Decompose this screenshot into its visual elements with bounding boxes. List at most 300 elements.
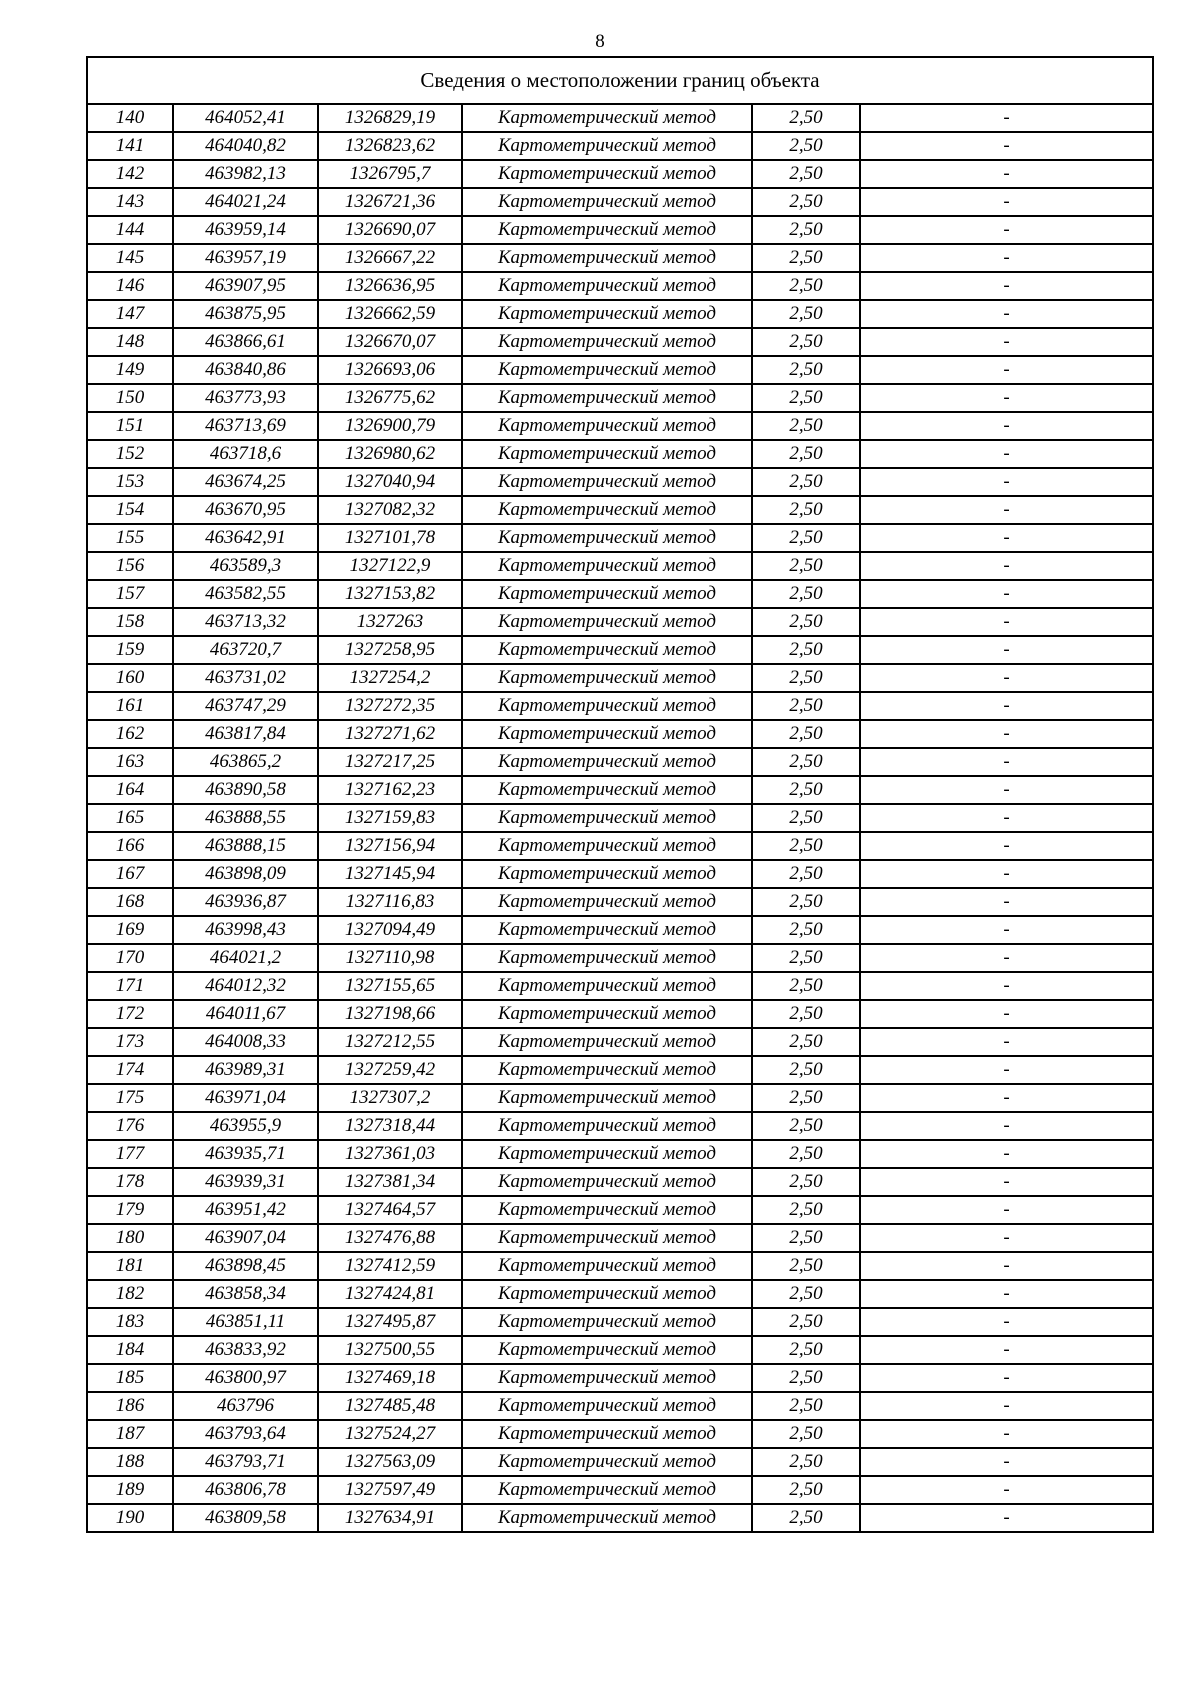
- description-cell: -: [860, 580, 1153, 608]
- table-row: [87, 1112, 1153, 1140]
- description-cell: -: [860, 1224, 1153, 1252]
- accuracy-cell: 2,50: [752, 1168, 860, 1196]
- accuracy-cell: 2,50: [752, 580, 860, 608]
- description-cell: -: [860, 776, 1153, 804]
- method-cell: Картометрический метод: [462, 1364, 752, 1392]
- point-number-cell: 164: [87, 776, 173, 804]
- description-cell: -: [860, 1252, 1153, 1280]
- accuracy-cell: 2,50: [752, 916, 860, 944]
- x-coordinate-cell: 463670,95: [173, 496, 318, 524]
- accuracy-cell: 2,50: [752, 776, 860, 804]
- x-coordinate-cell: 463998,43: [173, 916, 318, 944]
- table-row: [87, 188, 1153, 216]
- y-coordinate-cell: 1327381,34: [318, 1168, 462, 1196]
- table-title-row: [87, 57, 1153, 104]
- y-coordinate-cell: 1327424,81: [318, 1280, 462, 1308]
- method-cell: Картометрический метод: [462, 496, 752, 524]
- point-number-cell: 182: [87, 1280, 173, 1308]
- x-coordinate-cell: 463936,87: [173, 888, 318, 916]
- table-row: [87, 552, 1153, 580]
- table-row: [87, 804, 1153, 832]
- table-row: [87, 1420, 1153, 1448]
- description-cell: -: [860, 1112, 1153, 1140]
- method-cell: Картометрический метод: [462, 552, 752, 580]
- point-number-cell: 158: [87, 608, 173, 636]
- method-cell: Картометрический метод: [462, 748, 752, 776]
- table-row: [87, 720, 1153, 748]
- method-cell: Картометрический метод: [462, 1280, 752, 1308]
- method-cell: Картометрический метод: [462, 1028, 752, 1056]
- description-cell: -: [860, 664, 1153, 692]
- method-cell: Картометрический метод: [462, 916, 752, 944]
- method-cell: Картометрический метод: [462, 608, 752, 636]
- description-cell: -: [860, 1168, 1153, 1196]
- y-coordinate-cell: 1327500,55: [318, 1336, 462, 1364]
- accuracy-cell: 2,50: [752, 1140, 860, 1168]
- table-row: [87, 748, 1153, 776]
- y-coordinate-cell: 1327485,48: [318, 1392, 462, 1420]
- table-row: [87, 580, 1153, 608]
- x-coordinate-cell: 463971,04: [173, 1084, 318, 1112]
- method-cell: Картометрический метод: [462, 804, 752, 832]
- y-coordinate-cell: 1327217,25: [318, 748, 462, 776]
- description-cell: -: [860, 944, 1153, 972]
- method-cell: Картометрический метод: [462, 244, 752, 272]
- accuracy-cell: 2,50: [752, 1336, 860, 1364]
- accuracy-cell: 2,50: [752, 188, 860, 216]
- y-coordinate-cell: 1326693,06: [318, 356, 462, 384]
- accuracy-cell: 2,50: [752, 860, 860, 888]
- method-cell: Картометрический метод: [462, 1392, 752, 1420]
- accuracy-cell: 2,50: [752, 1420, 860, 1448]
- accuracy-cell: 2,50: [752, 832, 860, 860]
- accuracy-cell: 2,50: [752, 496, 860, 524]
- description-cell: -: [860, 888, 1153, 916]
- accuracy-cell: 2,50: [752, 1504, 860, 1532]
- x-coordinate-cell: 463982,13: [173, 160, 318, 188]
- point-number-cell: 174: [87, 1056, 173, 1084]
- point-number-cell: 154: [87, 496, 173, 524]
- y-coordinate-cell: 1327469,18: [318, 1364, 462, 1392]
- y-coordinate-cell: 1327094,49: [318, 916, 462, 944]
- point-number-cell: 168: [87, 888, 173, 916]
- description-cell: -: [860, 468, 1153, 496]
- table-row: [87, 496, 1153, 524]
- accuracy-cell: 2,50: [752, 216, 860, 244]
- accuracy-cell: 2,50: [752, 132, 860, 160]
- x-coordinate-cell: 463793,71: [173, 1448, 318, 1476]
- y-coordinate-cell: 1326690,07: [318, 216, 462, 244]
- point-number-cell: 161: [87, 692, 173, 720]
- y-coordinate-cell: 1327361,03: [318, 1140, 462, 1168]
- y-coordinate-cell: 1327263: [318, 608, 462, 636]
- table-row: [87, 328, 1153, 356]
- accuracy-cell: 2,50: [752, 1364, 860, 1392]
- accuracy-cell: 2,50: [752, 636, 860, 664]
- point-number-cell: 146: [87, 272, 173, 300]
- table-row: [87, 412, 1153, 440]
- description-cell: -: [860, 552, 1153, 580]
- method-cell: Картометрический метод: [462, 328, 752, 356]
- point-number-cell: 190: [87, 1504, 173, 1532]
- y-coordinate-cell: 1327155,65: [318, 972, 462, 1000]
- y-coordinate-cell: 1327145,94: [318, 860, 462, 888]
- table-title: Сведения о местоположении границ объекта: [87, 57, 1153, 104]
- method-cell: Картометрический метод: [462, 1420, 752, 1448]
- method-cell: Картометрический метод: [462, 1224, 752, 1252]
- method-cell: Картометрический метод: [462, 1168, 752, 1196]
- point-number-cell: 140: [87, 104, 173, 132]
- table-row: [87, 860, 1153, 888]
- accuracy-cell: 2,50: [752, 104, 860, 132]
- description-cell: -: [860, 608, 1153, 636]
- page-number: 8: [595, 31, 605, 52]
- x-coordinate-cell: 463890,58: [173, 776, 318, 804]
- accuracy-cell: 2,50: [752, 1112, 860, 1140]
- accuracy-cell: 2,50: [752, 804, 860, 832]
- description-cell: -: [860, 972, 1153, 1000]
- x-coordinate-cell: 463939,31: [173, 1168, 318, 1196]
- y-coordinate-cell: 1327082,32: [318, 496, 462, 524]
- method-cell: Картометрический метод: [462, 1000, 752, 1028]
- table-row: [87, 832, 1153, 860]
- method-cell: Картометрический метод: [462, 1476, 752, 1504]
- x-coordinate-cell: 463833,92: [173, 1336, 318, 1364]
- description-cell: -: [860, 692, 1153, 720]
- accuracy-cell: 2,50: [752, 468, 860, 496]
- accuracy-cell: 2,50: [752, 356, 860, 384]
- method-cell: Картометрический метод: [462, 888, 752, 916]
- description-cell: -: [860, 496, 1153, 524]
- accuracy-cell: 2,50: [752, 1224, 860, 1252]
- y-coordinate-cell: 1327159,83: [318, 804, 462, 832]
- point-number-cell: 157: [87, 580, 173, 608]
- y-coordinate-cell: 1327258,95: [318, 636, 462, 664]
- accuracy-cell: 2,50: [752, 1000, 860, 1028]
- table-body: [87, 57, 1153, 1532]
- accuracy-cell: 2,50: [752, 1196, 860, 1224]
- accuracy-cell: 2,50: [752, 244, 860, 272]
- x-coordinate-cell: 463747,29: [173, 692, 318, 720]
- method-cell: Картометрический метод: [462, 216, 752, 244]
- x-coordinate-cell: 463720,7: [173, 636, 318, 664]
- point-number-cell: 143: [87, 188, 173, 216]
- point-number-cell: 152: [87, 440, 173, 468]
- x-coordinate-cell: 463642,91: [173, 524, 318, 552]
- table-row: [87, 440, 1153, 468]
- description-cell: -: [860, 860, 1153, 888]
- point-number-cell: 144: [87, 216, 173, 244]
- method-cell: Картометрический метод: [462, 1504, 752, 1532]
- table-row: [87, 1448, 1153, 1476]
- table-row: [87, 1028, 1153, 1056]
- y-coordinate-cell: 1327153,82: [318, 580, 462, 608]
- y-coordinate-cell: 1327272,35: [318, 692, 462, 720]
- description-cell: -: [860, 272, 1153, 300]
- description-cell: -: [860, 188, 1153, 216]
- x-coordinate-cell: 463851,11: [173, 1308, 318, 1336]
- point-number-cell: 175: [87, 1084, 173, 1112]
- x-coordinate-cell: 463875,95: [173, 300, 318, 328]
- point-number-cell: 142: [87, 160, 173, 188]
- method-cell: Картометрический метод: [462, 188, 752, 216]
- x-coordinate-cell: 464021,2: [173, 944, 318, 972]
- description-cell: -: [860, 1336, 1153, 1364]
- accuracy-cell: 2,50: [752, 608, 860, 636]
- description-cell: -: [860, 160, 1153, 188]
- table-row: [87, 300, 1153, 328]
- accuracy-cell: 2,50: [752, 1084, 860, 1112]
- method-cell: Картометрический метод: [462, 524, 752, 552]
- method-cell: Картометрический метод: [462, 1196, 752, 1224]
- method-cell: Картометрический метод: [462, 384, 752, 412]
- description-cell: -: [860, 104, 1153, 132]
- description-cell: -: [860, 1280, 1153, 1308]
- y-coordinate-cell: 1326636,95: [318, 272, 462, 300]
- x-coordinate-cell: 463796: [173, 1392, 318, 1420]
- y-coordinate-cell: 1326662,59: [318, 300, 462, 328]
- y-coordinate-cell: 1327259,42: [318, 1056, 462, 1084]
- point-number-cell: 165: [87, 804, 173, 832]
- y-coordinate-cell: 1327212,55: [318, 1028, 462, 1056]
- x-coordinate-cell: 464021,24: [173, 188, 318, 216]
- table-row: [87, 1392, 1153, 1420]
- y-coordinate-cell: 1327563,09: [318, 1448, 462, 1476]
- point-number-cell: 170: [87, 944, 173, 972]
- accuracy-cell: 2,50: [752, 1392, 860, 1420]
- y-coordinate-cell: 1327495,87: [318, 1308, 462, 1336]
- accuracy-cell: 2,50: [752, 720, 860, 748]
- x-coordinate-cell: 463951,42: [173, 1196, 318, 1224]
- x-coordinate-cell: 463793,64: [173, 1420, 318, 1448]
- accuracy-cell: 2,50: [752, 692, 860, 720]
- x-coordinate-cell: 463713,69: [173, 412, 318, 440]
- description-cell: -: [860, 804, 1153, 832]
- description-cell: -: [860, 1308, 1153, 1336]
- point-number-cell: 178: [87, 1168, 173, 1196]
- x-coordinate-cell: 463773,93: [173, 384, 318, 412]
- y-coordinate-cell: 1327271,62: [318, 720, 462, 748]
- accuracy-cell: 2,50: [752, 664, 860, 692]
- table-row: [87, 160, 1153, 188]
- method-cell: Картометрический метод: [462, 776, 752, 804]
- point-number-cell: 167: [87, 860, 173, 888]
- x-coordinate-cell: 463582,55: [173, 580, 318, 608]
- table-row: [87, 1168, 1153, 1196]
- point-number-cell: 159: [87, 636, 173, 664]
- x-coordinate-cell: 463718,6: [173, 440, 318, 468]
- method-cell: Картометрический метод: [462, 1336, 752, 1364]
- table-row: [87, 776, 1153, 804]
- method-cell: Картометрический метод: [462, 1252, 752, 1280]
- x-coordinate-cell: 463865,2: [173, 748, 318, 776]
- x-coordinate-cell: 463959,14: [173, 216, 318, 244]
- accuracy-cell: 2,50: [752, 1280, 860, 1308]
- point-number-cell: 155: [87, 524, 173, 552]
- description-cell: -: [860, 1504, 1153, 1532]
- description-cell: -: [860, 1000, 1153, 1028]
- x-coordinate-cell: 463809,58: [173, 1504, 318, 1532]
- table-row: [87, 524, 1153, 552]
- y-coordinate-cell: 1327524,27: [318, 1420, 462, 1448]
- description-cell: -: [860, 328, 1153, 356]
- x-coordinate-cell: 463935,71: [173, 1140, 318, 1168]
- table-row: [87, 916, 1153, 944]
- description-cell: -: [860, 1476, 1153, 1504]
- x-coordinate-cell: 463898,45: [173, 1252, 318, 1280]
- description-cell: -: [860, 1140, 1153, 1168]
- y-coordinate-cell: 1326900,79: [318, 412, 462, 440]
- y-coordinate-cell: 1327198,66: [318, 1000, 462, 1028]
- table-row: [87, 1252, 1153, 1280]
- table-row: [87, 1280, 1153, 1308]
- table-row: [87, 1084, 1153, 1112]
- x-coordinate-cell: 463589,3: [173, 552, 318, 580]
- table-row: [87, 468, 1153, 496]
- boundary-table: [86, 56, 1154, 1533]
- x-coordinate-cell: 464052,41: [173, 104, 318, 132]
- table-row: [87, 132, 1153, 160]
- method-cell: Картометрический метод: [462, 1308, 752, 1336]
- y-coordinate-cell: 1327307,2: [318, 1084, 462, 1112]
- y-coordinate-cell: 1327412,59: [318, 1252, 462, 1280]
- accuracy-cell: 2,50: [752, 552, 860, 580]
- x-coordinate-cell: 464011,67: [173, 1000, 318, 1028]
- accuracy-cell: 2,50: [752, 888, 860, 916]
- accuracy-cell: 2,50: [752, 412, 860, 440]
- point-number-cell: 179: [87, 1196, 173, 1224]
- x-coordinate-cell: 463817,84: [173, 720, 318, 748]
- accuracy-cell: 2,50: [752, 972, 860, 1000]
- description-cell: -: [860, 412, 1153, 440]
- table-row: [87, 1140, 1153, 1168]
- description-cell: -: [860, 748, 1153, 776]
- accuracy-cell: 2,50: [752, 1056, 860, 1084]
- description-cell: -: [860, 916, 1153, 944]
- accuracy-cell: 2,50: [752, 384, 860, 412]
- table-row: [87, 1308, 1153, 1336]
- y-coordinate-cell: 1326667,22: [318, 244, 462, 272]
- x-coordinate-cell: 463955,9: [173, 1112, 318, 1140]
- x-coordinate-cell: 463907,95: [173, 272, 318, 300]
- method-cell: Картометрический метод: [462, 720, 752, 748]
- description-cell: -: [860, 1028, 1153, 1056]
- point-number-cell: 163: [87, 748, 173, 776]
- x-coordinate-cell: 463957,19: [173, 244, 318, 272]
- accuracy-cell: 2,50: [752, 748, 860, 776]
- point-number-cell: 156: [87, 552, 173, 580]
- accuracy-cell: 2,50: [752, 1028, 860, 1056]
- table-row: [87, 1476, 1153, 1504]
- method-cell: Картометрический метод: [462, 300, 752, 328]
- table-row: [87, 1364, 1153, 1392]
- x-coordinate-cell: 463731,02: [173, 664, 318, 692]
- accuracy-cell: 2,50: [752, 944, 860, 972]
- description-cell: -: [860, 832, 1153, 860]
- accuracy-cell: 2,50: [752, 160, 860, 188]
- point-number-cell: 180: [87, 1224, 173, 1252]
- point-number-cell: 151: [87, 412, 173, 440]
- method-cell: Картометрический метод: [462, 272, 752, 300]
- method-cell: Картометрический метод: [462, 664, 752, 692]
- description-cell: -: [860, 1196, 1153, 1224]
- point-number-cell: 169: [87, 916, 173, 944]
- method-cell: Картометрический метод: [462, 1140, 752, 1168]
- accuracy-cell: 2,50: [752, 300, 860, 328]
- method-cell: Картометрический метод: [462, 132, 752, 160]
- table-row: [87, 1056, 1153, 1084]
- point-number-cell: 171: [87, 972, 173, 1000]
- y-coordinate-cell: 1327476,88: [318, 1224, 462, 1252]
- description-cell: -: [860, 1364, 1153, 1392]
- point-number-cell: 153: [87, 468, 173, 496]
- method-cell: Картометрический метод: [462, 412, 752, 440]
- description-cell: -: [860, 216, 1153, 244]
- table-row: [87, 1224, 1153, 1252]
- table-row: [87, 944, 1153, 972]
- table-row: [87, 244, 1153, 272]
- y-coordinate-cell: 1326829,19: [318, 104, 462, 132]
- x-coordinate-cell: 463907,04: [173, 1224, 318, 1252]
- x-coordinate-cell: 463713,32: [173, 608, 318, 636]
- table-row: [87, 272, 1153, 300]
- point-number-cell: 189: [87, 1476, 173, 1504]
- point-number-cell: 187: [87, 1420, 173, 1448]
- y-coordinate-cell: 1327254,2: [318, 664, 462, 692]
- y-coordinate-cell: 1327040,94: [318, 468, 462, 496]
- y-coordinate-cell: 1327464,57: [318, 1196, 462, 1224]
- point-number-cell: 150: [87, 384, 173, 412]
- method-cell: Картометрический метод: [462, 636, 752, 664]
- description-cell: -: [860, 1420, 1153, 1448]
- description-cell: -: [860, 300, 1153, 328]
- x-coordinate-cell: 463806,78: [173, 1476, 318, 1504]
- point-number-cell: 185: [87, 1364, 173, 1392]
- x-coordinate-cell: 464040,82: [173, 132, 318, 160]
- table-row: [87, 972, 1153, 1000]
- table-row: [87, 692, 1153, 720]
- y-coordinate-cell: 1327110,98: [318, 944, 462, 972]
- method-cell: Картометрический метод: [462, 1112, 752, 1140]
- y-coordinate-cell: 1326980,62: [318, 440, 462, 468]
- method-cell: Картометрический метод: [462, 1448, 752, 1476]
- point-number-cell: 184: [87, 1336, 173, 1364]
- table-row: [87, 1000, 1153, 1028]
- y-coordinate-cell: 1326775,62: [318, 384, 462, 412]
- description-cell: -: [860, 524, 1153, 552]
- y-coordinate-cell: 1327101,78: [318, 524, 462, 552]
- method-cell: Картометрический метод: [462, 944, 752, 972]
- method-cell: Картометрический метод: [462, 356, 752, 384]
- table-row: [87, 664, 1153, 692]
- y-coordinate-cell: 1327156,94: [318, 832, 462, 860]
- y-coordinate-cell: 1327162,23: [318, 776, 462, 804]
- table-row: [87, 216, 1153, 244]
- point-number-cell: 183: [87, 1308, 173, 1336]
- x-coordinate-cell: 463989,31: [173, 1056, 318, 1084]
- method-cell: Картометрический метод: [462, 468, 752, 496]
- accuracy-cell: 2,50: [752, 1448, 860, 1476]
- accuracy-cell: 2,50: [752, 272, 860, 300]
- description-cell: -: [860, 720, 1153, 748]
- x-coordinate-cell: 463888,15: [173, 832, 318, 860]
- point-number-cell: 172: [87, 1000, 173, 1028]
- accuracy-cell: 2,50: [752, 1476, 860, 1504]
- method-cell: Картометрический метод: [462, 1056, 752, 1084]
- point-number-cell: 181: [87, 1252, 173, 1280]
- point-number-cell: 186: [87, 1392, 173, 1420]
- point-number-cell: 177: [87, 1140, 173, 1168]
